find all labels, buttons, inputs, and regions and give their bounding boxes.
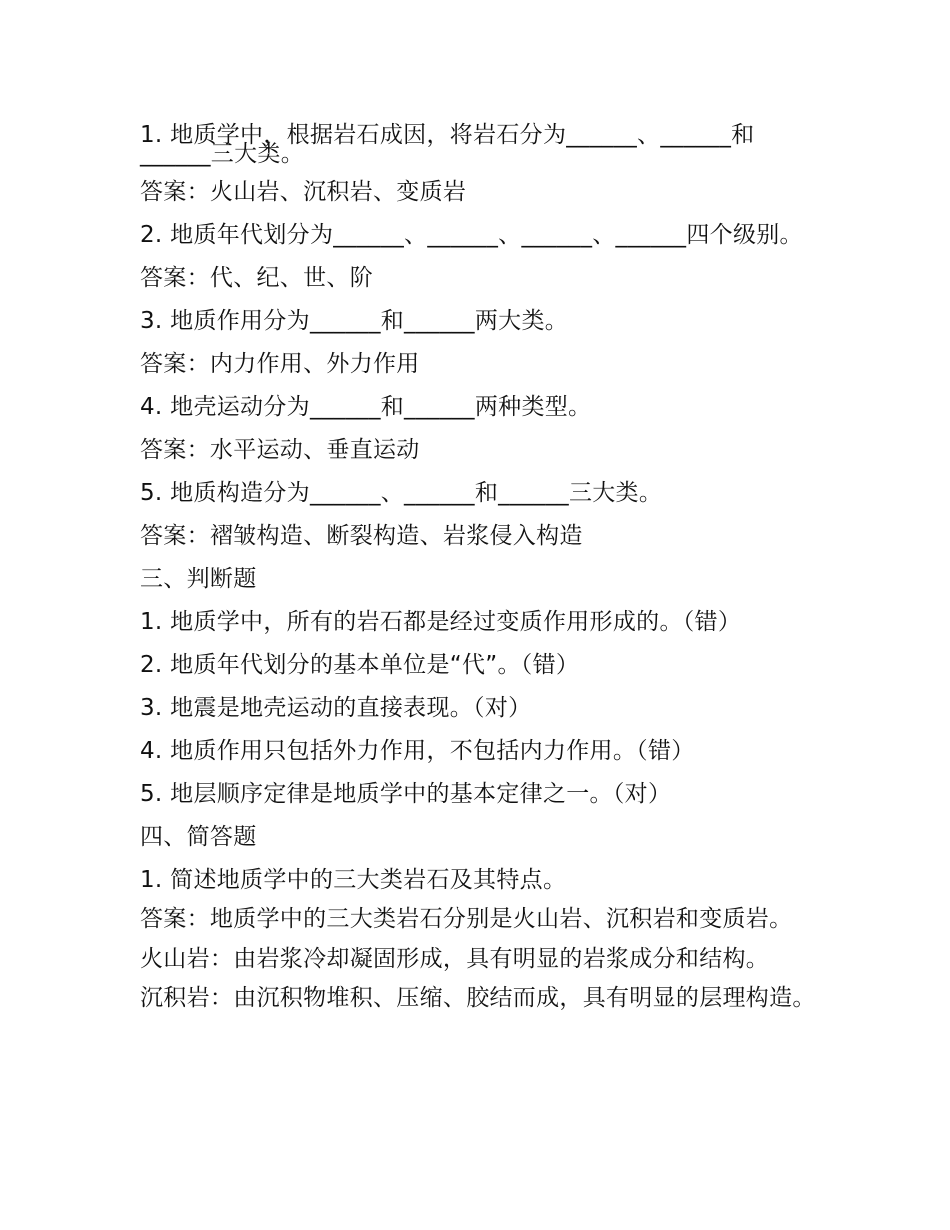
document-body (140, 122, 820, 1025)
fill-answer-1: 答案：火山岩、沉积岩、变质岩 (140, 179, 467, 205)
fill-question-3: 3. 地质作用分为______和______两大类。 (140, 308, 569, 334)
short-answer-answer-1: 答案：地质学中的三大类岩石分别是火山岩、沉积岩和变质岩。 (140, 906, 793, 932)
igneous-rock-description: 火山岩：由岩浆冷却凝固形成，具有明显的岩浆成分和结构。 (140, 946, 770, 972)
fill-answer-2: 答案：代、纪、世、阶 (140, 265, 373, 291)
section-heading-short-answer: 四、简答题 (140, 824, 257, 850)
true-false-item-5: 5. 地层顺序定律是地质学中的基本定律之一。（对） (140, 781, 672, 807)
true-false-item-3: 3. 地震是地壳运动的直接表现。（对） (140, 695, 532, 721)
sedimentary-rock-description: 沉积岩：由沉积物堆积、压缩、胶结而成，具有明显的层理构造。 (140, 985, 816, 1011)
fill-answer-3: 答案：内力作用、外力作用 (140, 351, 420, 377)
true-false-item-2: 2. 地质年代划分的基本单位是“代”。（错） (140, 652, 580, 678)
short-answer-question-1: 1. 简述地质学中的三大类岩石及其特点。 (140, 867, 567, 893)
true-false-item-1: 1. 地质学中，所有的岩石都是经过变质作用形成的。（错） (140, 609, 742, 635)
fill-question-4: 4. 地壳运动分为______和______两种类型。 (140, 394, 592, 420)
section-heading-true-false: 三、判断题 (140, 566, 257, 592)
fill-answer-5: 答案：褶皱构造、断裂构造、岩浆侵入构造 (140, 523, 583, 549)
true-false-item-4: 4. 地质作用只包括外力作用，不包括内力作用。（错） (140, 738, 695, 764)
fill-answer-4: 答案：水平运动、垂直运动 (140, 437, 420, 463)
fill-question-5: 5. 地质构造分为______、______和______三大类。 (140, 480, 663, 506)
fill-question-2: 2. 地质年代划分为______、______、______、______四个级别。 (140, 222, 803, 248)
fill-question-1: 1. 地质学中，根据岩石成因，将岩石分为______、______和______三大类。 (140, 122, 755, 167)
